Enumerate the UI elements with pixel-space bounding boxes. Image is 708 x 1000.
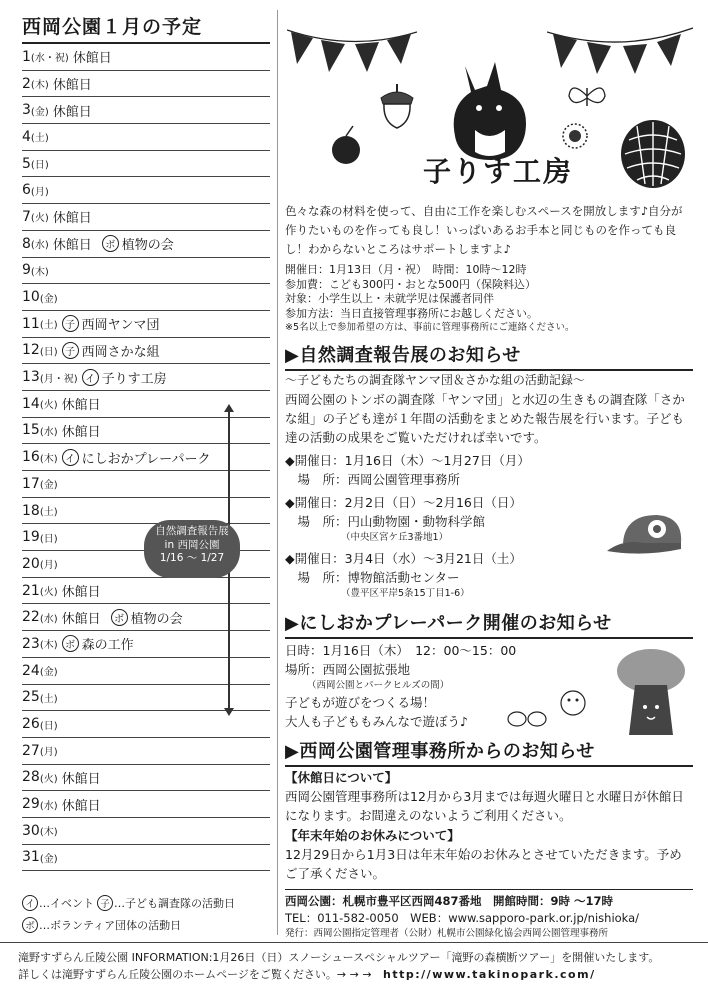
bubble-line: in 西岡公園 [164,538,220,551]
category-badge: イ [82,369,99,386]
day-event [62,795,101,814]
day-number: 22 [22,609,40,626]
exhibit-period-bubble [144,520,240,578]
event-2-sub: （中央区宮ケ丘3番地1） [341,532,449,543]
day-number: 5 [22,155,31,172]
day-number: 20 [22,555,40,572]
newyear-heading: 【年末年始のお休みについて】 [285,828,460,843]
day-number: 18 [22,502,40,519]
bubble-line: 自然調査報告展 [155,525,229,537]
category-badge: イ [62,449,79,466]
day-number: 29 [22,796,40,813]
day-event [53,74,92,93]
category-badge: ボ [102,235,119,252]
column-divider [277,10,278,935]
office-contact: TEL：011-582-0050 WEB：www.sapporo-park.or.jp/nishioka/ [285,911,640,925]
category-badge: ボ [111,609,128,626]
calendar-row [22,311,270,338]
weekday: (火) [39,400,58,412]
day-event-text: 休館日 [52,211,92,227]
footer-line2: 詳しくは滝野すずらん丘陵公園のホームページをご覧ください。→ → → [18,968,372,981]
event-badge: イ [22,895,38,911]
workshop-date: 開催日：1月13日（月・祝） 時間：10時～12時 [285,263,527,276]
weekday: (月) [30,186,49,198]
weekday: (木) [30,80,49,92]
day-number: 14 [22,395,40,412]
day-number: 9 [22,262,31,279]
office-info [285,889,693,941]
day-number: 21 [22,582,40,599]
workshop-note: ※5名以上で参加希望の方は、事前に管理事務所にご連絡ください。 [285,322,575,333]
closed-heading: 【休館日について】 [285,770,398,785]
calendar-row [22,204,270,231]
day-event [53,234,92,253]
footer-line1: 滝野すずらん丘陵公園 INFORMATION:1月26日（日）スノーシュースペシャルツアー「滝野の森横断ツアー」を開催いたします。 [18,951,660,964]
day-number: 10 [22,289,40,306]
day-number: 12 [22,342,40,359]
day-number: 13 [22,369,40,386]
weekday: (木) [39,827,58,839]
weekday: (金) [39,853,58,865]
tree-icon [611,645,691,739]
day-number: 27 [22,742,40,759]
day-event-text: 休館日 [61,771,101,787]
burr-icon [323,124,369,170]
workshop-intro: 色々な森の材料を使って、自由に工作を楽しむスペースを開放します♪自分が作りたいものを作っても良し！いっぱいあるお手本と同じものを作っても良し！わからないところはサポートしますよ♪ [285,204,683,256]
office-address: 西岡公園：札幌市豊平区西岡487番地 開館時間：9時 ～17時 [285,894,614,908]
weekday: (木) [39,640,58,652]
playpark-place: 場所：西岡公園拡張地 [285,662,411,677]
calendar-row [22,97,270,124]
day-number: 8 [22,235,31,252]
legend-volunteer: …ボランティア団体の活動日 [39,919,182,932]
category-badge: 子 [62,315,79,332]
weekday: (水) [39,613,58,625]
day-event [62,634,134,653]
event-1-place: 場 所：西岡公園管理事務所 [285,472,461,487]
weekday: (金) [39,293,58,305]
footer [0,942,708,1000]
day-number: 15 [22,422,40,439]
day-event-text: 休館日 [61,585,101,601]
weekday: (火) [39,773,58,785]
workshop-illustration [285,12,693,202]
weekday: (水) [30,240,49,252]
exhibit-heading: ▶自然調査報告展のお知らせ [285,341,693,371]
day-number: 31 [22,849,40,866]
legend [22,892,270,936]
kids-badge: 子 [97,895,113,911]
calendar-row [22,364,270,391]
weekday: (月) [39,560,58,572]
calendar-row [22,231,270,258]
calendar-row [22,124,270,151]
category-badge: ボ [62,635,79,652]
cap-icon [603,511,689,561]
event-3-sub: （豊平区平岸5条15丁目1-6） [341,588,470,599]
day-event [62,448,211,467]
butterfly-icon [567,76,607,116]
calendar-row [22,738,270,765]
day-number: 25 [22,689,40,706]
event-3-place: 場 所：博物館活動センター [285,570,460,585]
calendar-row [22,765,270,792]
calendar-row [22,71,270,98]
chestnut-icon [555,112,595,156]
calendar-row [22,44,270,71]
weekday: (日) [39,720,58,732]
legend-event: …イベント [39,897,94,910]
day-event-text: 西岡ヤンマ団 [81,318,160,334]
weekday: (土) [39,320,58,332]
workshop-method: 参加方法：当日直接管理事務所にお越しください。 [285,306,538,320]
day-event-text: 西岡さかな組 [81,344,160,360]
day-event [62,314,160,333]
weekday: (木) [30,266,49,278]
calendar-row [22,845,270,872]
weekday: (火) [30,213,49,225]
playpark-line1: 子どもが遊びをつくる場！ [285,695,436,710]
day-event-secondary [111,608,183,627]
day-event [62,421,101,440]
weekday: (水) [39,426,58,438]
day-event-text: 休館日 [61,424,101,440]
day-event-text: 植物の会 [121,238,174,254]
calendar-row [22,151,270,178]
legend-kids: …子ども調査隊の活動日 [114,897,235,910]
day-number: 16 [22,449,40,466]
calendar-row [22,284,270,311]
weekday: (土) [39,693,58,705]
weekday: (水・祝) [30,53,69,65]
day-number: 28 [22,769,40,786]
day-number: 7 [22,208,31,225]
day-event-text: 森の工作 [81,638,134,654]
event-3-date: ◆開催日：3月4日（水）～3月21日（土） [285,551,522,566]
calendar-row [22,258,270,285]
day-event [53,207,92,226]
playpark-date: 日時：1月16日（木） 12：00～15：00 [285,643,517,658]
day-event-text: 植物の会 [130,611,183,627]
day-event [62,394,101,413]
day-event-text: 休館日 [72,51,112,67]
day-number: 26 [22,716,40,733]
day-event [62,341,160,360]
day-number: 11 [22,315,40,332]
volunteer-badge: ボ [22,917,38,933]
calendar-row [22,338,270,365]
day-event [53,101,92,120]
day-event-text: 休館日 [52,104,92,120]
bubble-line: 1/16 ～ 1/27 [159,552,225,564]
day-event-text: 休館日 [52,238,92,254]
playpark-heading: ▶にしおかプレーパーク開催のお知らせ [285,609,693,639]
day-event-text: 子りす工房 [101,371,167,387]
pinecone-icon [615,112,691,192]
weekday: (土) [30,133,49,145]
closed-body: 西岡公園管理事務所は12月から3月までは毎週火曜日と水曜日が休館日になります。お間違えのないようご利用ください。 [285,789,684,823]
day-number: 17 [22,475,40,492]
weekday: (火) [39,587,58,599]
newyear-body: 12月29日から1月3日は年末年始のお休みとさせていただきます。予めご了承ください。 [285,847,682,881]
day-event-text: 休館日 [61,398,101,414]
calendar-title: 西岡公園１月の予定 [22,16,203,38]
day-number: 6 [22,182,31,199]
acorn-icon [377,82,417,130]
day-number: 30 [22,822,40,839]
day-event-text: 休館日 [61,798,101,814]
weekday: (金) [39,667,58,679]
weekday: (月) [39,747,58,759]
office-publisher: 発行：西岡公園指定管理者（公財）札幌市公園緑化協会西岡公園管理事務所 [285,928,609,939]
event-2-place: 場 所：円山動物園・動物科学館 [285,514,486,529]
weekday: (水) [39,800,58,812]
day-event-text: 休館日 [52,78,92,94]
calendar-row [22,818,270,845]
day-event [62,768,101,787]
day-number: 23 [22,635,40,652]
day-number: 4 [22,128,31,145]
day-event [73,47,112,66]
exhibit-subtitle: ～子どもたちの調査隊ヤンマ団＆さかな組の活動記録～ [285,373,585,387]
exhibit-body: 西岡公園のトンボの調査隊「ヤンマ団」と水辺の生きもの調査隊「さかな組」の子ども達が１年間の活動をまとめた報告展を行います。子ども達の活動の成果をご覧いただければ幸いです。 [285,392,685,445]
workshop-fee: 参加費：こども300円・おとな500円（保険料込） [285,277,536,291]
day-event-text: 休館日 [61,611,101,627]
day-event-text: にしおかプレーパーク [81,451,211,467]
day-number: 19 [22,529,40,546]
event-1-date: ◆開催日：1月16日（木）～1月27日（月） [285,453,530,468]
birds-icon [503,685,603,735]
weekday: (土) [39,507,58,519]
playpark-line2: 大人も子どももみんなで遊ぼう♪ [285,714,468,729]
weekday: (金) [39,480,58,492]
day-event [82,368,167,387]
calendar-row [22,177,270,204]
weekday: (月・祝) [39,373,78,385]
day-number: 3 [22,102,31,119]
info-column [285,12,693,941]
playpark-place-sub: （西岡公園とパークヒルズの間） [307,680,450,691]
weekday: (金) [30,106,49,118]
event-2-date: ◆開催日：2月2日（日）～2月16日（日） [285,495,522,510]
day-number: 2 [22,75,31,92]
weekday: (日) [39,346,58,358]
weekday: (木) [39,453,58,465]
day-event [62,581,101,600]
day-number: 1 [22,48,31,65]
weekday: (日) [39,533,58,545]
calendar-row [22,791,270,818]
category-badge: 子 [62,342,79,359]
day-event-secondary [102,234,174,253]
office-heading: ▶西岡公園管理事務所からのお知らせ [285,737,693,767]
exhibit-events [285,451,693,601]
weekday: (日) [30,160,49,172]
day-number: 24 [22,662,40,679]
day-event [62,608,101,627]
workshop-target: 対象：小学生以上・未就学児は保護者同伴 [285,292,494,305]
workshop-title: 子りす工房 [423,155,574,188]
footer-url[interactable]: http://www.takinopark.com/ [383,968,596,981]
